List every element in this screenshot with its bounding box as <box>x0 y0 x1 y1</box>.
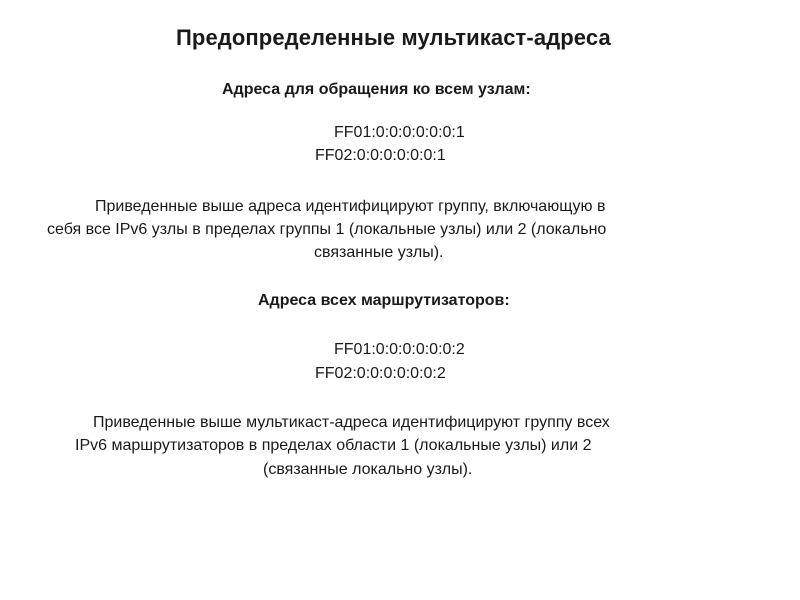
all-nodes-heading: Адреса для обращения ко всем узлам: <box>222 81 531 98</box>
all-nodes-description-line-3: связанные узлы). <box>314 244 444 261</box>
all-nodes-description-line-1: Приведенные выше адреса идентифицируют группу, включающую в <box>95 198 606 215</box>
all-nodes-address-2: FF02:0:0:0:0:0:0:1 <box>315 147 446 164</box>
all-routers-description-line-3: (связанные локально узлы). <box>263 461 473 478</box>
all-routers-address-1: FF01:0:0:0:0:0:0:2 <box>334 341 465 358</box>
all-routers-description-line-1: Приведенные выше мультикаст-адреса идентифицируют группу всех <box>93 414 610 431</box>
all-nodes-address-1: FF01:0:0:0:0:0:0:1 <box>334 124 465 141</box>
all-routers-heading: Адреса всех маршрутизаторов: <box>258 292 510 309</box>
all-routers-address-2: FF02:0:0:0:0:0:0:2 <box>315 365 446 382</box>
all-nodes-description-line-2: себя все IPv6 узлы в пределах группы 1 (локальные узлы) или 2 (локально <box>47 221 607 238</box>
slide-title: Предопределенные мультикаст-адреса <box>176 25 611 50</box>
all-routers-description-line-2: IPv6 маршрутизаторов в пределах области 1 (локальные узлы) или 2 <box>75 437 592 454</box>
